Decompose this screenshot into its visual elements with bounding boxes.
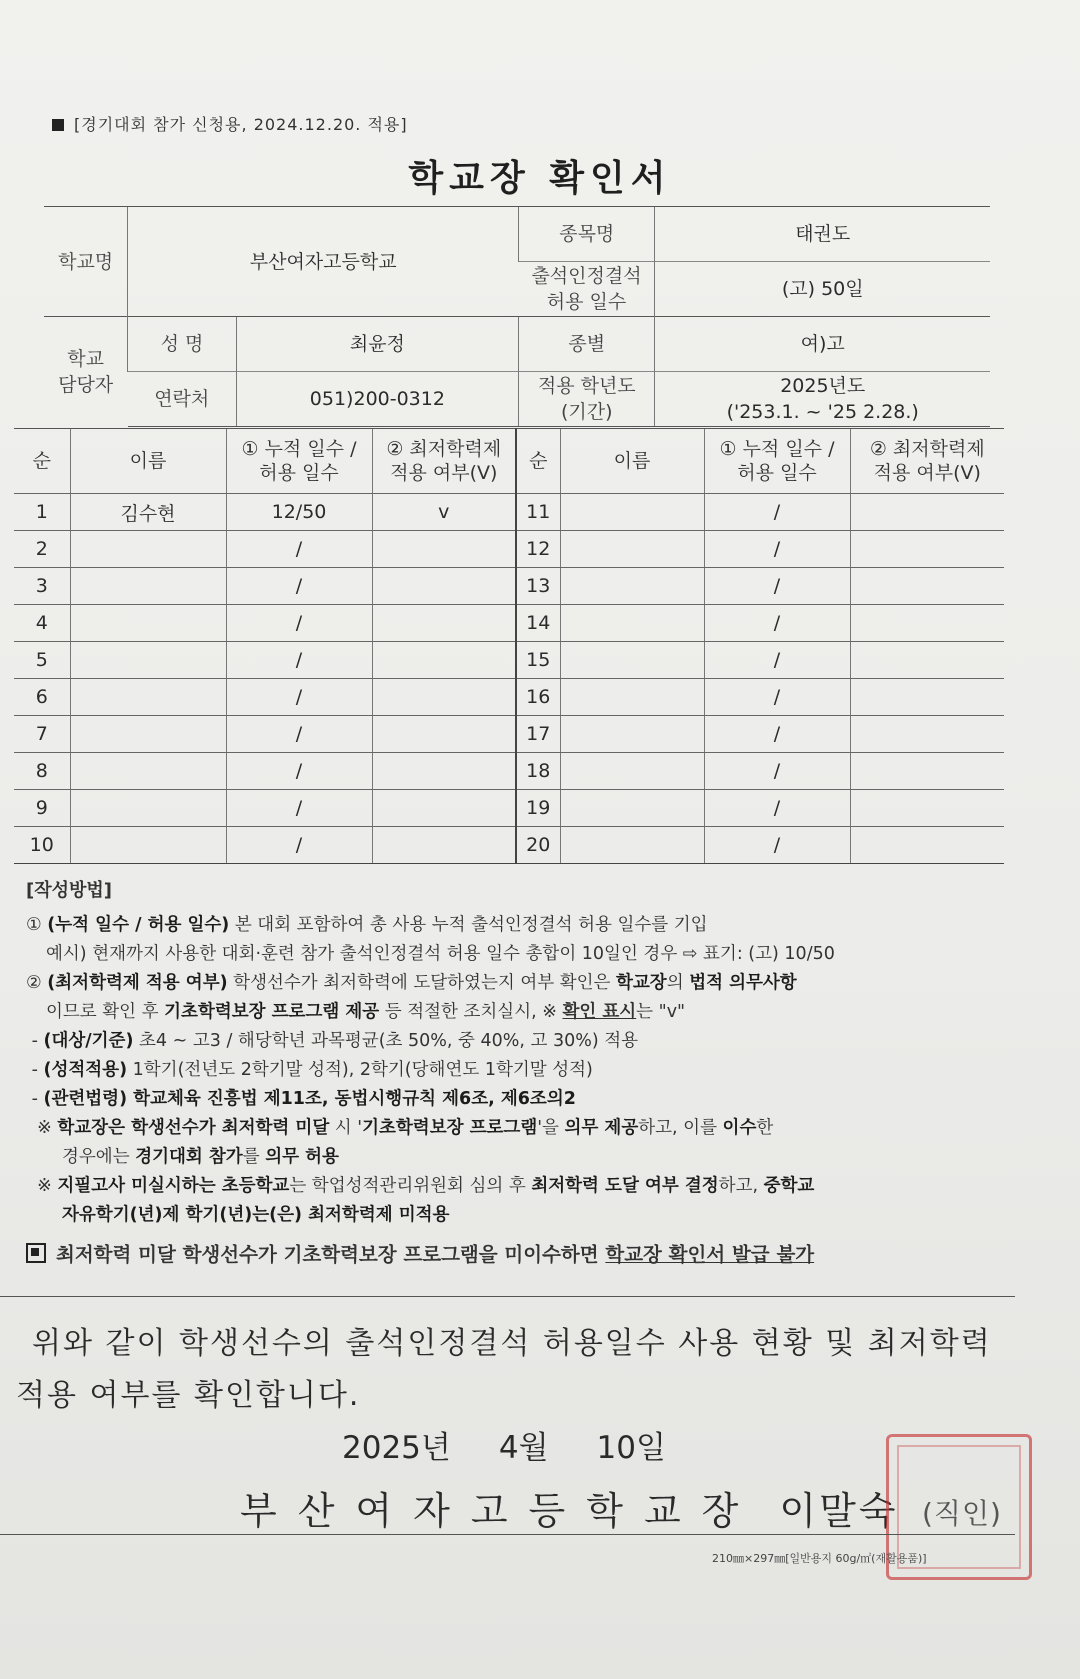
row-no: 11 <box>516 494 560 531</box>
col-days-left <box>226 429 372 494</box>
col-days-left-line1: ① 누적 일수 / <box>241 438 357 460</box>
row-no: 5 <box>14 642 70 679</box>
row-no: 12 <box>516 531 560 568</box>
detail-grades-title: (성적적용) <box>43 1060 128 1080</box>
col-days-right-line2: 허용 일수 <box>737 462 817 484</box>
note-1-g: 하고, 이를 <box>638 1118 723 1138</box>
min-check-cell <box>372 790 516 827</box>
col-min-right <box>850 429 1004 494</box>
col-no-left: 순 <box>14 429 70 494</box>
min-check-cell <box>372 827 516 864</box>
row-no: 17 <box>516 716 560 753</box>
days-cell: / <box>704 827 850 864</box>
student-name <box>70 790 226 827</box>
allowed-days-label-line1: 출석인정결석 <box>531 265 642 287</box>
principal-signature-line <box>240 1480 899 1535</box>
table-row <box>14 568 1004 605</box>
school-name-value: 부산여자고등학교 <box>128 207 519 317</box>
min-check-cell <box>372 716 516 753</box>
days-cell: / <box>226 605 372 642</box>
row-no: 13 <box>516 568 560 605</box>
student-name <box>560 531 704 568</box>
student-name <box>560 494 704 531</box>
table-row <box>14 531 1004 568</box>
min-check-cell <box>372 605 516 642</box>
student-name <box>560 790 704 827</box>
col-days-left-line2: 허용 일수 <box>259 462 339 484</box>
days-cell: / <box>704 568 850 605</box>
note-2-b: 초등학교 <box>221 1176 290 1196</box>
manager-name-label: 성 명 <box>128 317 236 372</box>
col-min-left <box>372 429 516 494</box>
table-row <box>14 753 1004 790</box>
manager-name-value: 최윤정 <box>236 317 518 372</box>
row-no: 20 <box>516 827 560 864</box>
instructions-section <box>26 876 1016 1269</box>
days-cell: / <box>226 568 372 605</box>
square-bullet-icon <box>52 119 64 131</box>
circled-two-icon: ② <box>26 973 42 993</box>
school-year-label-line1: 적용 학년도 <box>537 375 636 397</box>
note-2-line2: 자유학기(년)제 학기(년)는(은) 최저학력제 미적용 <box>62 1205 450 1225</box>
note-1-f: 의무 제공 <box>564 1118 639 1138</box>
final-warning-a: 최저학력 미달 학생선수가 <box>56 1243 284 1266</box>
student-name <box>70 716 226 753</box>
table-row <box>14 790 1004 827</box>
col-days-right-line1: ① 누적 일수 / <box>719 438 835 460</box>
circled-one-icon: ① <box>26 915 42 935</box>
student-name <box>70 605 226 642</box>
school-year-value <box>655 372 990 427</box>
document-title: 학교장 확인서 <box>408 158 672 199</box>
application-notice <box>52 112 408 135</box>
min-check-cell <box>850 531 1004 568</box>
allowed-days-value: (고) 50일 <box>655 262 990 317</box>
col-min-right-line1: ② 최저학력제 <box>869 438 985 460</box>
confirmation-line-1: 위와 같이 학생선수의 출석인정결석 허용일수 사용 현황 및 최저학력 <box>32 1326 992 1361</box>
student-name <box>70 642 226 679</box>
student-name <box>70 531 226 568</box>
detail-target-text: 초4 ~ 고3 / 해당학년 과목평균(초 50%, 중 40%, 고 30%) 적용 <box>133 1031 639 1051</box>
student-name <box>560 568 704 605</box>
note-1-line2-b: 경기대회 참가 <box>135 1147 243 1167</box>
contact-value: 051)200-0312 <box>236 372 518 427</box>
note-1-line2-d: 의무 허용 <box>265 1147 339 1167</box>
student-name <box>70 679 226 716</box>
student-name <box>560 716 704 753</box>
days-cell: / <box>704 753 850 790</box>
student-name <box>70 753 226 790</box>
instruction-2-principal: 학교장 <box>616 973 667 993</box>
table-row <box>14 827 1004 864</box>
instruction-1-example: 예시) 현재까지 사용한 대회·훈련 참가 출석인정결석 허용 일수 총합이 10일인 경우 ⇨ 표기: (고) 10/50 <box>46 944 835 964</box>
confirmation-statement <box>16 1318 1006 1422</box>
row-no: 14 <box>516 605 560 642</box>
student-name <box>560 642 704 679</box>
days-cell: / <box>226 531 372 568</box>
school-year-label <box>519 372 655 427</box>
note-1-continued <box>26 1143 1016 1172</box>
student-name <box>560 753 704 790</box>
instruction-2-program: 기초학력보장 프로그램 제공 <box>164 1002 380 1022</box>
instruction-2-text-h: 는 "v" <box>636 1002 686 1022</box>
instruction-2-check-mark: 확인 표시 <box>562 1002 637 1022</box>
instruction-1-text: 본 대회 포함하여 총 사용 누적 출석인정결석 허용 일수를 기입 <box>229 915 708 935</box>
sport-value: 태권도 <box>655 207 990 262</box>
instruction-2-text-e: 이므로 확인 후 <box>46 1002 165 1022</box>
detail-law: - (관련법령) 학교체육 진흥법 제11조, 동법시행규칙 제6조, 제6조의2 <box>26 1089 576 1109</box>
col-min-right-line2: 적용 여부(V) <box>873 462 981 484</box>
instruction-2-legal-duty: 법적 의무사항 <box>689 973 797 993</box>
issue-month: 4월 <box>498 1430 549 1466</box>
col-min-left-line1: ② 최저학력제 <box>386 438 502 460</box>
paper-spec-footer: 210㎜×297㎜[일반용지 60g/㎡(재활용품)] <box>712 1552 927 1565</box>
row-no: 15 <box>516 642 560 679</box>
table-row <box>14 642 1004 679</box>
instruction-2-continued <box>26 998 1016 1027</box>
manager-label-line2: 담당자 <box>58 373 114 396</box>
days-cell: / <box>226 827 372 864</box>
row-no: 7 <box>14 716 70 753</box>
manager-label <box>44 317 128 427</box>
detail-grades-text: 1학기(전년도 2학기말 성적), 2학기(당해연도 1학기말 성적) <box>127 1060 593 1080</box>
min-check-cell <box>372 642 516 679</box>
roster-header-row <box>14 429 1004 494</box>
note-2-continued <box>26 1201 1016 1230</box>
min-check-cell <box>372 531 516 568</box>
detail-target-title: (대상/기준) <box>43 1031 134 1051</box>
note-1-i: 한 <box>756 1118 774 1138</box>
school-info-table <box>44 206 990 427</box>
days-cell: / <box>226 716 372 753</box>
note-1-c: 시 ' <box>329 1118 363 1138</box>
student-roster-table <box>14 428 1004 864</box>
instruction-item-2 <box>26 969 1016 998</box>
min-check-cell <box>372 753 516 790</box>
category-label: 종별 <box>519 317 655 372</box>
student-name <box>70 568 226 605</box>
row-no: 16 <box>516 679 560 716</box>
days-cell: / <box>226 642 372 679</box>
detail-law-title: (관련법령) <box>43 1089 128 1109</box>
instruction-1-title: (누적 일수 / 허용 일수) <box>47 915 230 935</box>
days-cell: / <box>704 531 850 568</box>
student-name <box>560 679 704 716</box>
table-row <box>14 679 1004 716</box>
note-2-d: 최저학력 도달 여부 결정 <box>531 1176 719 1196</box>
instruction-2-title: (최저학력제 적용 여부) <box>47 973 228 993</box>
days-cell: / <box>226 753 372 790</box>
note-2: ※ 지필고사 미실시하는 초등학교는 학업성적관리위원회 심의 후 최저학력 도달 여부 결정하고, 중학교 <box>26 1176 815 1196</box>
days-cell: / <box>704 679 850 716</box>
student-name <box>70 827 226 864</box>
manager-label-line1: 학교 <box>67 347 104 370</box>
final-warning-underlined: 학교장 확인서 발급 불가 <box>605 1243 815 1266</box>
days-cell: / <box>704 605 850 642</box>
category-value: 여)고 <box>655 317 990 372</box>
final-warning-d: 미이수 <box>504 1243 561 1266</box>
detail-law-text: 학교체육 진흥법 제11조, 동법시행규칙 제6조, 제6조의2 <box>127 1089 576 1109</box>
final-warning-c: 을 <box>478 1243 505 1266</box>
col-name-right: 이름 <box>560 429 704 494</box>
note-2-a: 지필고사 미실시하는 <box>57 1176 222 1196</box>
instruction-2-text-g: 등 적절한 조치실시, ※ <box>379 1002 563 1022</box>
days-cell: / <box>704 716 850 753</box>
min-check-cell <box>850 642 1004 679</box>
school-year-period: ('253.1. ~ '25 2.28.) <box>726 401 919 423</box>
note-2-c: 는 학업성적관리위원회 심의 후 <box>289 1176 532 1196</box>
note-2-e: 하고, <box>718 1176 764 1196</box>
contact-label: 연락처 <box>128 372 236 427</box>
days-cell: / <box>226 679 372 716</box>
section-divider <box>0 1296 1015 1297</box>
seal-label: (직인) <box>922 1497 1002 1530</box>
instruction-2-text-a: 학생선수가 최저학력에 도달하였는지 여부 확인은 <box>227 973 616 993</box>
sport-label: 종목명 <box>519 207 655 262</box>
instruction-2-text-c: 의 <box>666 973 690 993</box>
instruction-item-1 <box>26 911 1016 940</box>
school-year-label-line2: (기간) <box>560 401 613 423</box>
table-row <box>14 716 1004 753</box>
principal-name: 이말숙 <box>779 1489 899 1533</box>
row-no: 10 <box>14 827 70 864</box>
days-cell: / <box>226 790 372 827</box>
col-no-right: 순 <box>516 429 560 494</box>
issue-day: 10일 <box>596 1430 666 1466</box>
row-no: 9 <box>14 790 70 827</box>
min-check-cell: v <box>372 494 516 531</box>
col-name-left: 이름 <box>70 429 226 494</box>
note-1-line2-a: 경우에는 <box>62 1147 136 1167</box>
allowed-days-label-line2: 허용 일수 <box>546 291 627 313</box>
row-no: 18 <box>516 753 560 790</box>
final-warning-e: 하면 <box>560 1243 606 1266</box>
note-1-b: 최저학력 미달 <box>221 1118 330 1138</box>
note-1-e: '을 <box>537 1118 565 1138</box>
days-cell: / <box>704 494 850 531</box>
min-check-cell <box>850 494 1004 531</box>
note-1: ※ 학교장은 학생선수가 최저학력 미달 시 '기초학력보장 프로그램'을 의무 제공하고, 이를 이수한 <box>26 1118 774 1138</box>
school-year-value-line1: 2025년도 <box>780 375 866 397</box>
min-check-cell <box>850 568 1004 605</box>
table-row <box>14 605 1004 642</box>
principal-title: 부산여자고등학교장 <box>240 1489 760 1533</box>
min-check-cell <box>850 605 1004 642</box>
final-warning <box>26 1240 1016 1269</box>
issue-year: 2025년 <box>342 1430 451 1466</box>
detail-grades: - (성적적용) 1학기(전년도 2학기말 성적), 2학기(당해연도 1학기말 성적) <box>26 1060 593 1080</box>
row-no: 6 <box>14 679 70 716</box>
min-check-cell <box>372 679 516 716</box>
confirmation-line-2: 적용 여부를 확인합니다. <box>16 1378 361 1413</box>
days-cell: / <box>704 642 850 679</box>
col-min-left-line2: 적용 여부(V) <box>390 462 498 484</box>
min-check-cell <box>850 790 1004 827</box>
days-cell: / <box>704 790 850 827</box>
days-cell: 12/50 <box>226 494 372 531</box>
footer-divider <box>0 1534 1015 1535</box>
row-no: 8 <box>14 753 70 790</box>
note-1-a: 학교장은 학생선수가 <box>57 1118 222 1138</box>
table-row <box>14 494 1004 531</box>
issue-date <box>342 1422 714 1467</box>
min-check-cell <box>850 679 1004 716</box>
min-check-cell <box>850 753 1004 790</box>
detail-target: - (대상/기준) 초4 ~ 고3 / 해당학년 과목평균(초 50%, 중 40%, 고 30%) 적용 <box>26 1031 639 1051</box>
student-name <box>560 827 704 864</box>
allowed-days-label <box>519 262 655 317</box>
note-2-f: 중학교 <box>763 1176 815 1196</box>
row-no: 1 <box>14 494 70 531</box>
min-check-cell <box>372 568 516 605</box>
min-check-cell <box>850 827 1004 864</box>
row-no: 3 <box>14 568 70 605</box>
col-days-right <box>704 429 850 494</box>
final-warning-b: 기초학력보장 프로그램 <box>283 1243 479 1266</box>
note-1-d: 기초학력보장 프로그램 <box>362 1118 538 1138</box>
note-1-line2-c: 를 <box>242 1147 266 1167</box>
note-1-h: 이수 <box>722 1118 757 1138</box>
instructions-heading: [작성방법] <box>26 880 113 901</box>
notice-text: [경기대회 참가 신청용, 2024.12.20. 적용] <box>74 115 408 134</box>
min-check-cell <box>850 716 1004 753</box>
square-bullet-icon <box>26 1243 46 1263</box>
row-no: 4 <box>14 605 70 642</box>
row-no: 19 <box>516 790 560 827</box>
student-name: 김수현 <box>70 494 226 531</box>
row-no: 2 <box>14 531 70 568</box>
student-name <box>560 605 704 642</box>
school-name-label: 학교명 <box>44 207 128 317</box>
